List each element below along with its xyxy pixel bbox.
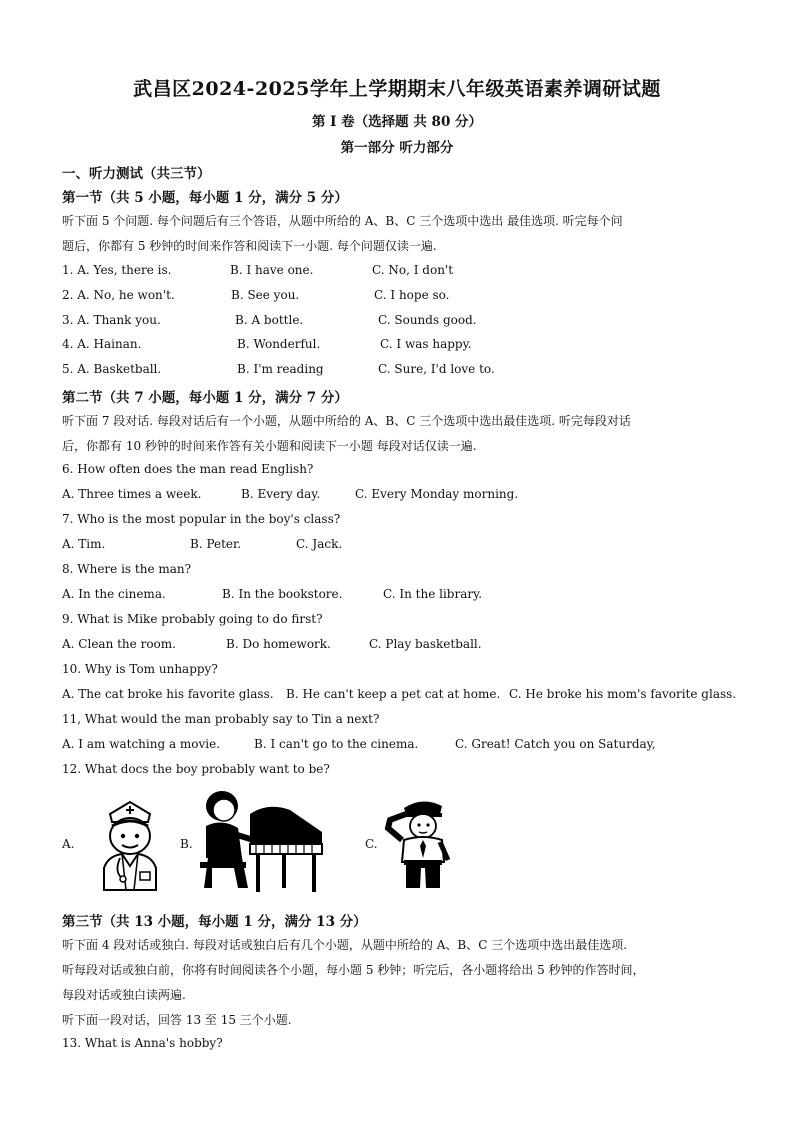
q1-option-b: B. I have one. — [230, 263, 314, 277]
q7-option-a: A. Tim. — [62, 537, 106, 551]
subsection-2-intro: 后，你都有 10 秒钟的时间来作答有关小题和阅读下一小题 每段对话仅读一遍. — [62, 439, 477, 453]
q9-stem: 9. What is Mike probably going to do first? — [62, 612, 323, 626]
q13-stem: 13. What is Anna's hobby? — [62, 1036, 223, 1050]
q11-stem: 11, What would the man probably say to Tin a next? — [62, 712, 380, 726]
part-heading: 第一部分 听力部分 — [340, 140, 454, 156]
subsection-2-intro: 听下面 7 段对话. 每段对话后有一个小题，从题中所给的 A、B、C 三个选项中选出最佳选项. 听完每段对话 — [62, 414, 631, 428]
q4-option-c: C. I was happy. — [380, 337, 472, 351]
q6-option-b: B. Every day. — [241, 487, 321, 501]
pianist-icon — [198, 788, 328, 894]
subsection-3-intro: 听每段对话或独白前，你将有时间阅读各个小题，每小题 5 秒钟；听完后，各小题将给出 5 秒钟的作答时间， — [62, 963, 645, 977]
page-title: 武昌区2024-2025学年上学期期末八年级英语素养调研试题 — [133, 78, 661, 100]
subsection-2-heading: 第二节（共 7 小题，每小题 1 分，满分 7 分） — [62, 390, 348, 406]
q7-option-b: B. Peter. — [190, 537, 242, 551]
subsection-3-intro: 每段对话或独白读两遍. — [62, 988, 186, 1002]
q9-option-b: B. Do homework. — [226, 637, 331, 651]
q11-option-c: C. Great! Catch you on Saturday, — [455, 737, 656, 751]
q1-option-c: C. No, I don't — [372, 263, 454, 277]
q9-option-c: C. Play basketball. — [369, 637, 482, 651]
q7-stem: 7. Who is the most popular in the boy's class? — [62, 512, 341, 526]
q9-option-a: A. Clean the room. — [62, 637, 176, 651]
q12-option-c-label: C. — [365, 837, 378, 851]
q10-stem: 10. Why is Tom unhappy? — [62, 662, 218, 676]
q12-option-b-label: B. — [180, 837, 193, 851]
subsection-1-intro: 听下面 5 个问题. 每个问题后有三个答语，从题中所给的 A、B、C 三个选项中选出 最佳选项. 听完每个问 — [62, 214, 623, 228]
subsection-3-heading: 第三节（共 13 小题，每小题 1 分，满分 13 分） — [62, 914, 367, 930]
q6-option-a: A. Three times a week. — [62, 487, 202, 501]
q8-option-a: A. In the cinema. — [62, 587, 166, 601]
q11-option-a: A. I am watching a movie. — [62, 737, 221, 751]
q2-option-a: 2. A. No, he won't. — [62, 288, 175, 302]
q8-option-b: B. In the bookstore. — [222, 587, 343, 601]
q3-option-b: B. A bottle. — [235, 313, 304, 327]
police-officer-icon — [380, 794, 460, 892]
q5-option-b: B. I'm reading — [237, 362, 324, 376]
subsection-3-intro: 听下面 4 段对话或独白. 每段对话或独白后有几个小题，从题中所给的 A、B、C 三个选项中选出最佳选项. — [62, 938, 628, 952]
q3-option-c: C. Sounds good. — [378, 313, 477, 327]
volume-heading: 第 I 卷（选择题 共 80 分） — [311, 114, 483, 130]
q8-stem: 8. Where is the man? — [62, 562, 192, 576]
subsection-1-heading: 第一节（共 5 小题，每小题 1 分，满分 5 分） — [62, 190, 348, 206]
q10-option-c: C. He broke his mom's favorite glass. — [509, 687, 737, 701]
q10-option-a: A. The cat broke his favorite glass. — [62, 687, 274, 701]
q2-option-c: C. I hope so. — [374, 288, 450, 302]
q10-option-b: B. He can't keep a pet cat at home. — [286, 687, 501, 701]
q5-option-c: C. Sure, I'd love to. — [378, 362, 495, 376]
doctor-icon — [82, 792, 178, 892]
q4-option-b: B. Wonderful. — [237, 337, 321, 351]
q12-stem: 12. What docs the boy probably want to be? — [62, 762, 330, 776]
q5-option-a: 5. A. Basketball. — [62, 362, 162, 376]
subsection-1-intro: 题后，你都有 5 秒钟的时间来作答和阅读下一小题. 每个问题仅读一遍. — [62, 239, 437, 253]
q1-option-a: 1. A. Yes, there is. — [62, 263, 172, 277]
q8-option-c: C. In the library. — [383, 587, 483, 601]
q4-option-a: 4. A. Hainan. — [62, 337, 142, 351]
q2-option-b: B. See you. — [231, 288, 300, 302]
section-heading: 一、听力测试（共三节） — [62, 166, 211, 182]
q6-stem: 6. How often does the man read English? — [62, 462, 314, 476]
dialogue-lead: 听下面一段对话，回答 13 至 15 三个小题. — [62, 1013, 292, 1027]
q11-option-b: B. I can't go to the cinema. — [254, 737, 419, 751]
q12-option-a-label: A. — [62, 837, 75, 851]
q3-option-a: 3. A. Thank you. — [62, 313, 161, 327]
q7-option-c: C. Jack. — [296, 537, 343, 551]
q6-option-c: C. Every Monday morning. — [355, 487, 519, 501]
